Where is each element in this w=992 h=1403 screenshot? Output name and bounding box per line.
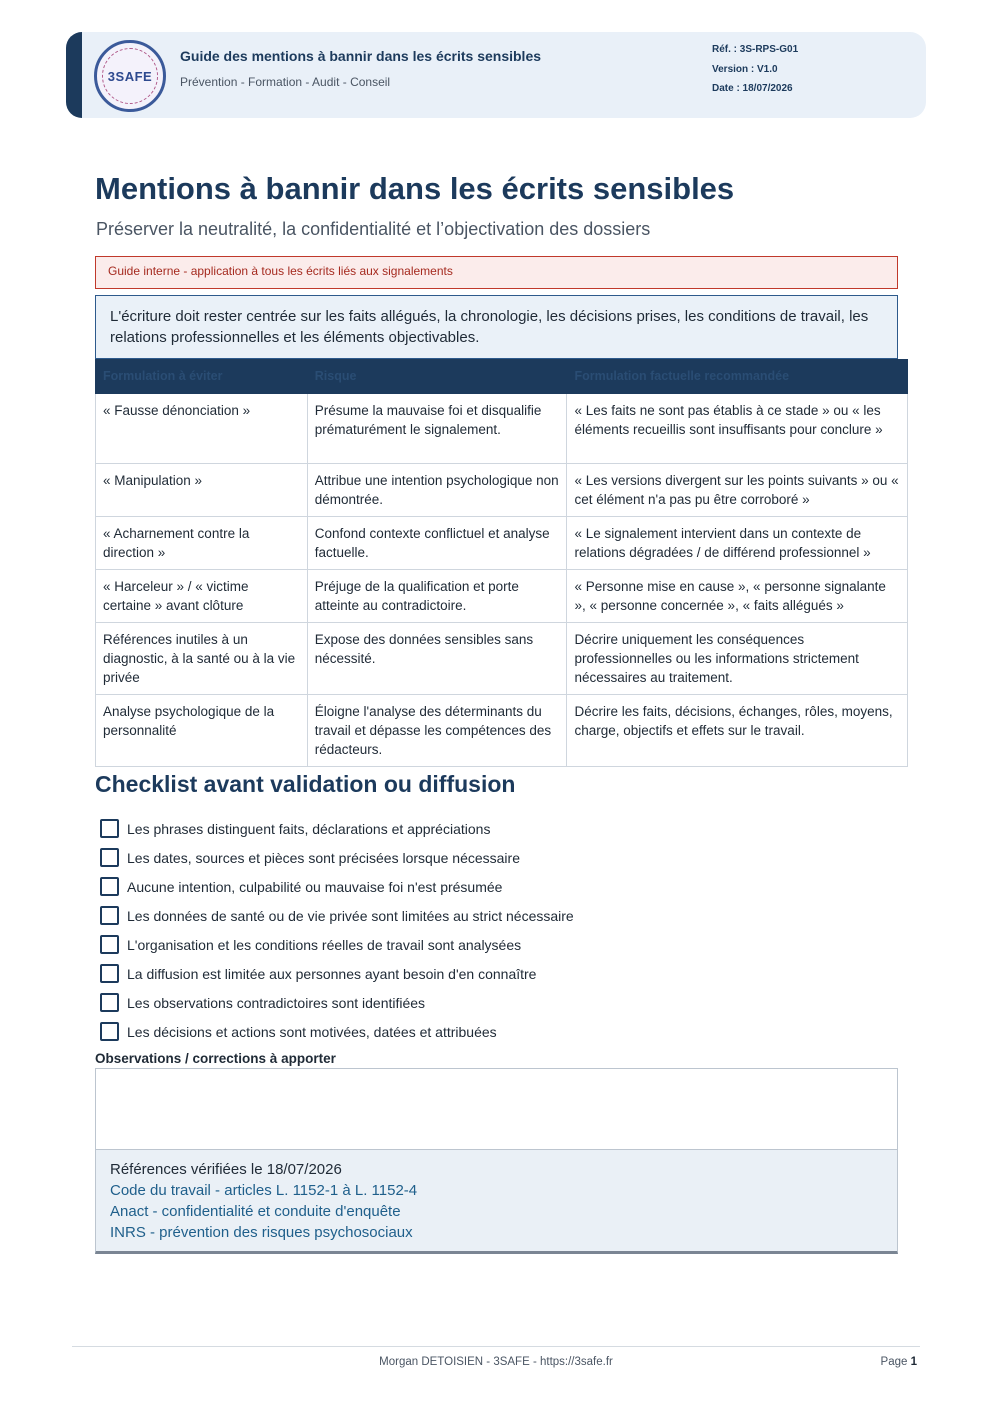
table-cell: Préjuge de la qualification et porte atteinte au contradictoire. [307, 570, 567, 623]
footer-divider [72, 1346, 920, 1347]
checklist-item [100, 901, 574, 930]
column-header-risque: Risque [307, 360, 567, 394]
checkbox[interactable] [100, 935, 119, 954]
table-cell: « Acharnement contre la direction » [96, 517, 308, 570]
header-date: Date : 18/07/2026 [712, 83, 793, 94]
company-logo [94, 40, 166, 112]
header-ref: Réf. : 3S-RPS-G01 [712, 44, 799, 55]
observations-field[interactable] [95, 1068, 898, 1150]
checklist-item-label: La diffusion est limitée aux personnes ayant besoin d'en connaître [127, 965, 537, 982]
mentions-table [95, 359, 908, 767]
table-cell: Attribue une intention psychologique non démontrée. [307, 464, 567, 517]
table-cell: « Personne mise en cause », « personne signalante », « personne concernée », « faits allégués » [567, 570, 908, 623]
checklist-title: Checklist avant validation ou diffusion [95, 771, 516, 797]
header-subtitle: Prévention - Formation - Audit - Conseil [180, 75, 391, 89]
table-cell: Analyse psychologique de la personnalité [96, 695, 308, 767]
checklist-item [100, 843, 574, 872]
table-row [96, 570, 908, 623]
intro-callout: L'écriture doit rester centrée sur les faits allégués, la chronologie, les décisions prises, les conditions de travail, les relations professionnelles et les éléments objectivables. [95, 295, 898, 359]
footer-author: Morgan DETOISIEN - 3SAFE - https://3safe.fr [379, 1356, 613, 1368]
table-cell: « Manipulation » [96, 464, 308, 517]
internal-guide-banner: Guide interne - application à tous les écrits liés aux signalements [95, 256, 898, 289]
checklist-item [100, 930, 574, 959]
checkbox[interactable] [100, 964, 119, 983]
references-heading: Références vérifiées le 18/07/2026 [110, 1161, 342, 1178]
header-version: Version : V1.0 [712, 63, 778, 75]
table-cell: Expose des données sensibles sans nécessité. [307, 623, 567, 695]
table-row [96, 695, 908, 767]
header-meta [712, 40, 798, 99]
checkbox[interactable] [100, 1022, 119, 1041]
checklist-item-label: Les décisions et actions sont motivées, datées et attribuées [127, 1023, 497, 1040]
checklist-item-label: Les dates, sources et pièces sont précisées lorsque nécessaire [127, 849, 520, 866]
table-cell: « Les faits ne sont pas établis à ce stade » ou « les éléments recueillis sont insuffisants pour conclure » [567, 394, 908, 464]
checkbox[interactable] [100, 819, 119, 838]
footer-page-number [881, 1356, 917, 1368]
checklist-item-label: Les observations contradictoires sont identifiées [127, 994, 426, 1011]
reference-link-code-travail[interactable]: Code du travail - articles L. 1152-1 à L. 1152-4 [110, 1182, 418, 1199]
checklist-item [100, 959, 574, 988]
table-cell: « Harceleur » / « victime certaine » avant clôture [96, 570, 308, 623]
checklist-item-label: L'organisation et les conditions réelles de travail sont analysées [127, 936, 522, 953]
page-title: Mentions à bannir dans les écrits sensibles [95, 171, 735, 206]
checklist-item [100, 988, 574, 1017]
table-cell: Décrire les faits, décisions, échanges, rôles, moyens, charge, objectifs et effets sur le travail. [567, 695, 908, 767]
checklist-item-label: Aucune intention, culpabilité ou mauvaise foi n'est présumée [127, 878, 503, 895]
page-number: 1 [910, 1356, 917, 1368]
page-label: Page [880, 1356, 908, 1368]
checklist-item-label: Les phrases distinguent faits, déclarations et appréciations [127, 820, 491, 837]
checkbox[interactable] [100, 848, 119, 867]
table-cell: « Fausse dénonciation » [96, 394, 308, 464]
table-cell: Éloigne l'analyse des déterminants du travail et dépasse les compétences des rédacteurs. [307, 695, 567, 767]
checkbox[interactable] [100, 906, 119, 925]
document-header [66, 32, 926, 118]
checkbox[interactable] [100, 877, 119, 896]
table-row [96, 623, 908, 695]
table-row [96, 394, 908, 464]
header-title: Guide des mentions à bannir dans les écrits sensibles [180, 48, 542, 64]
logo-seal-ring [102, 48, 158, 104]
table-cell: « Les versions divergent sur les points suivants » ou « cet élément n'a pas pu être corroboré » [567, 464, 908, 517]
column-header-formulation: Formulation à éviter [96, 360, 308, 394]
checklist-item [100, 1017, 574, 1046]
checklist-item-label: Les données de santé ou de vie privée sont limitées au strict nécessaire [127, 907, 574, 924]
references-box [95, 1149, 898, 1254]
table-cell: Décrire uniquement les conséquences professionnelles ou les informations strictement nécessaires au traitement. [567, 623, 908, 695]
column-header-recommandation: Formulation factuelle recommandée [567, 360, 908, 394]
reference-link-anact[interactable]: Anact - confidentialité et conduite d'enquête [110, 1203, 401, 1220]
table-row [96, 517, 908, 570]
observations-label: Observations / corrections à apporter [95, 1051, 336, 1066]
checklist-item [100, 814, 574, 843]
page-subtitle: Préserver la neutralité, la confidentialité et l’objectivation des dossiers [96, 219, 651, 239]
checklist-item [100, 872, 574, 901]
table-cell: Références inutiles à un diagnostic, à la santé ou à la vie privée [96, 623, 308, 695]
reference-link-inrs[interactable]: INRS - prévention des risques psychosociaux [110, 1224, 413, 1241]
table-cell: Présume la mauvaise foi et disqualifie prématurément le signalement. [307, 394, 567, 464]
logo-text: 3SAFE [107, 68, 153, 84]
table-cell: « Le signalement intervient dans un contexte de relations dégradées / de différend professionnel » [567, 517, 908, 570]
table-cell: Confond contexte conflictuel et analyse factuelle. [307, 517, 567, 570]
checkbox[interactable] [100, 993, 119, 1012]
header-accent-bar [66, 32, 82, 118]
checklist [100, 814, 574, 1046]
table-header-row [96, 360, 908, 394]
table-row [96, 464, 908, 517]
